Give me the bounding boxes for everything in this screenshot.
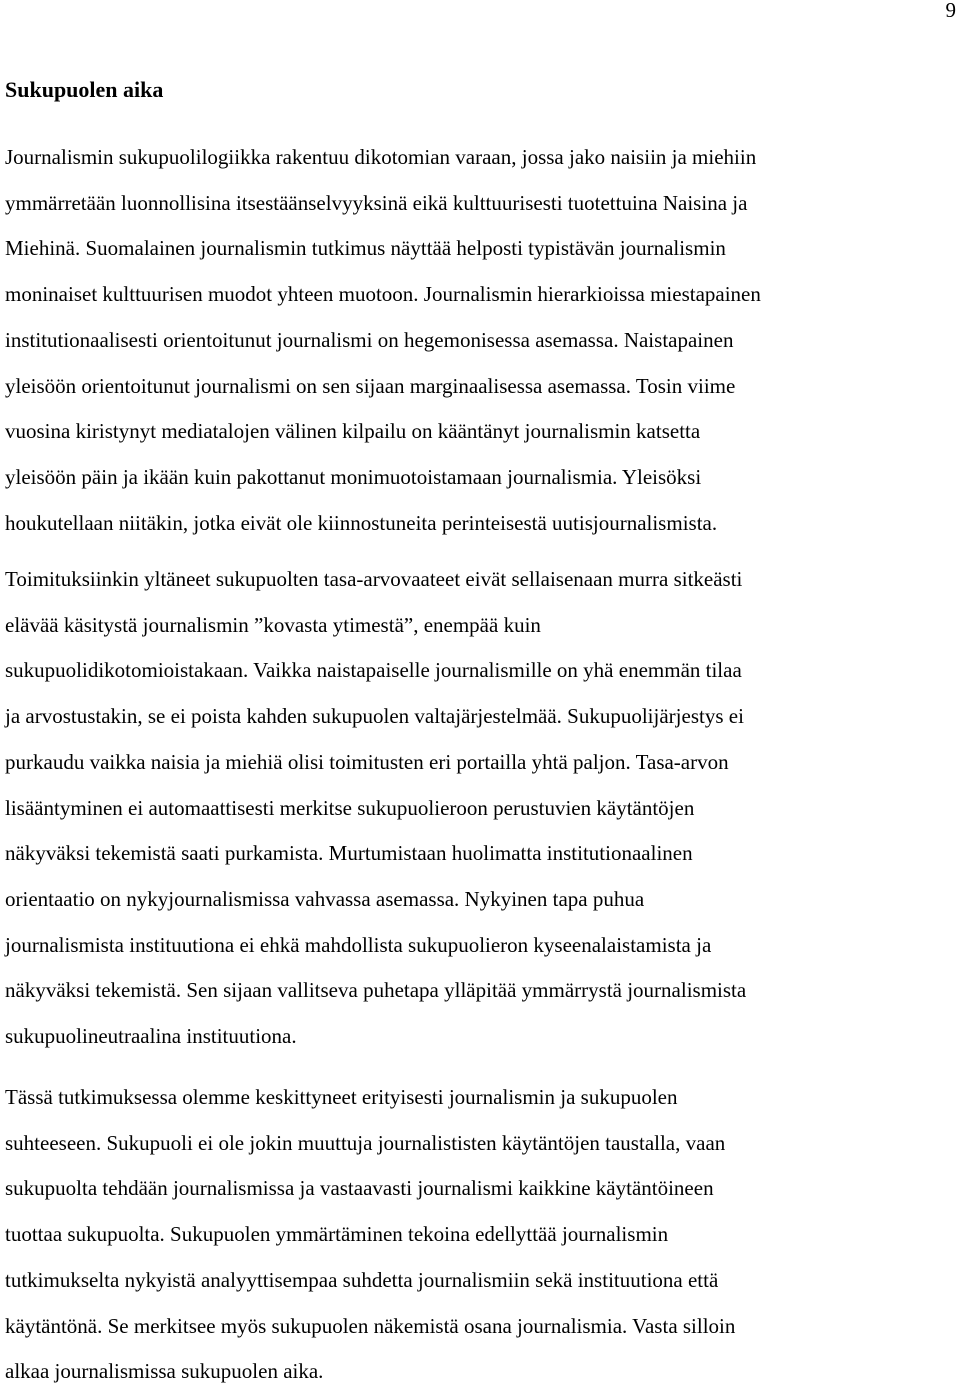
paragraph-line: näkyväksi tekemistä. Sen sijaan vallitseva puhetapa ylläpitää ymmärrystä journalismista	[5, 978, 747, 1003]
paragraph-3	[5, 1075, 957, 1395]
paragraph-line: institutionaalisesti orientoitunut journalismi on hegemonisessa asemassa. Naistapainen	[5, 327, 734, 352]
paragraph-line: sukupuolidikotomioistakaan. Vaikka naistapaiselle journalismille on yhä enemmän tilaa	[5, 658, 742, 683]
paragraph-line: ja arvostustakin, se ei poista kahden sukupuolen valtajärjestelmää. Sukupuolijärjestys ei	[5, 704, 744, 729]
paragraph-line: yleisöön päin ja ikään kuin pakottanut monimuotoistamaan journalismia. Yleisöksi	[5, 464, 702, 489]
paragraph-line: lisääntyminen ei automaattisesti merkitse sukupuolieroon perustuvien käytäntöjen	[5, 795, 695, 820]
section-heading: Sukupuolen aika	[5, 77, 164, 102]
paragraph-line: Miehinä. Suomalainen journalismin tutkimus näyttää helposti typistävän journalismin	[5, 236, 726, 261]
paragraph-line: sukupuolta tehdään journalismissa ja vastaavasti journalismi kaikkine käytäntöineen	[5, 1176, 714, 1201]
paragraph-line: Toimituksiinkin yltäneet sukupuolten tasa-arvovaateet eivät sellaisenaan murra sitkeästi	[5, 567, 743, 591]
paragraph-line: yleisöön orientoitunut journalismi on sen sijaan marginaalisessa asemassa. Tosin viime	[5, 373, 736, 398]
paragraph-line: sukupuolineutraalina instituutiona.	[5, 1024, 297, 1049]
paragraph-line: houkutellaan niitäkin, jotka eivät ole kiinnostuneita perinteisestä uutisjournalismista.	[5, 510, 718, 535]
paragraph-line: elävää käsitystä journalismin ”kovasta ytimestä”, enempää kuin	[5, 612, 541, 637]
paragraph-line: Tässä tutkimuksessa olemme keskittyneet erityisesti journalismin ja sukupuolen	[5, 1085, 678, 1109]
paragraph-line: tuottaa sukupuolta. Sukupuolen ymmärtäminen tekoina edellyttää journalismin	[5, 1222, 669, 1247]
paragraph-line: moninaiset kulttuurisen muodot yhteen muotoon. Journalismin hierarkioissa miestapainen	[5, 282, 761, 307]
paragraph-line: ymmärretään luonnollisina itsestäänselvyyksinä eikä kulttuurisesti tuotettuina Naisina ja	[5, 190, 748, 215]
paragraph-line: orientaatio on nykyjournalismissa vahvassa asemassa. Nykyinen tapa puhua	[5, 886, 645, 911]
paragraph-line: journalismista instituutiona ei ehkä mahdollista sukupuolieron kyseenalaistamista ja	[5, 932, 712, 957]
paragraph-line: suhteeseen. Sukupuoli ei ole jokin muuttuja journalististen käytäntöjen taustalla, vaan	[5, 1130, 726, 1155]
paragraph-line: Journalismin sukupuolilogiikka rakentuu dikotomian varaan, jossa jako naisiin ja miehiin	[5, 145, 757, 169]
paragraph-line: käytäntönä. Se merkitsee myös sukupuolen näkemistä osana journalismia. Vasta silloin	[5, 1313, 736, 1338]
paragraph-line: alkaa journalismissa sukupuolen aika.	[5, 1359, 324, 1384]
paragraph-1	[5, 135, 957, 546]
paragraph-line: näkyväksi tekemistä saati purkamista. Murtumistaan huolimatta institutionaalinen	[5, 841, 693, 866]
paragraph-line: purkaudu vaikka naisia ja miehiä olisi toimitusten eri portailla yhtä paljon. Tasa-arvon	[5, 749, 729, 774]
paragraph-line: vuosina kiristynyt mediatalojen välinen kilpailu on kääntänyt journalismin katsetta	[5, 419, 701, 444]
page-number: 9	[945, 0, 956, 22]
paragraph-2	[5, 557, 957, 1060]
paragraph-line: tutkimukselta nykyistä analyyttisempaa suhdetta journalismiin sekä instituutiona että	[5, 1267, 719, 1292]
